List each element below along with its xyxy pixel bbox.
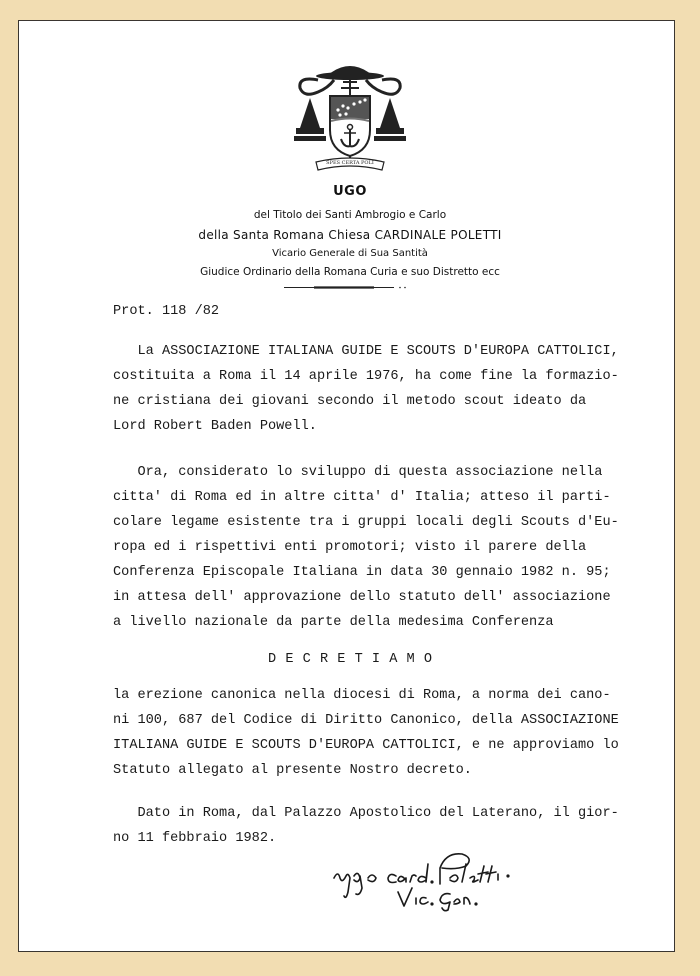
body-line: Statuto allegato al presente Nostro decreto. bbox=[113, 763, 472, 778]
body-line: ropa ed i rispettivi enti promotori; visto il parere della bbox=[113, 540, 587, 555]
body-line: citta' di Roma ed in altre citta' d' Italia; atteso il parti- bbox=[113, 490, 611, 505]
body-line: La ASSOCIAZIONE ITALIANA GUIDE E SCOUTS D'EUROPA CATTOLICI, bbox=[113, 344, 619, 359]
body-line: ni 100, 687 del Codice di Diritto Canonico, della ASSOCIAZIONE bbox=[113, 713, 619, 728]
header-title-line: della Santa Romana Chiesa CARDINALE POLETTI bbox=[198, 228, 502, 242]
body-line: Dato in Roma, dal Palazzo Apostolico del Laterano, il gior- bbox=[113, 806, 619, 821]
header-title-line: Vicario Generale di Sua Santità bbox=[272, 248, 428, 259]
body-line: Ora, considerato lo sviluppo di questa associazione nella bbox=[113, 465, 603, 480]
body-line: colare legame esistente tra i gruppi locali degli Scouts d'Eu- bbox=[113, 515, 619, 530]
header-title-line: del Titolo dei Santi Ambrogio e Carlo bbox=[253, 209, 447, 221]
body-line: in attesa dell' approvazione dello statuto dell' associazione bbox=[113, 590, 611, 605]
cardinal-name: UGO bbox=[333, 184, 367, 199]
body-line: ne cristiana dei giovani secondo il metodo scout ideato da bbox=[113, 394, 587, 409]
body-line: la erezione canonica nella diocesi di Roma, a norma dei cano- bbox=[113, 688, 611, 703]
body-line: Conferenza Episcopale Italiana in data 30 gennaio 1982 n. 95; bbox=[113, 565, 611, 580]
body-line: Lord Robert Baden Powell. bbox=[113, 419, 317, 434]
body-line: a livello nazionale da parte della medesima Conferenza bbox=[113, 615, 554, 630]
crest-motto: SPES CERTA POLI bbox=[326, 160, 374, 166]
coat-of-arms-icon bbox=[288, 58, 412, 176]
body-line: no 11 febbraio 1982. bbox=[113, 831, 277, 846]
handwritten-signature bbox=[328, 848, 578, 912]
header-title-line: Giudice Ordinario della Romana Curia e suo Distretto ecc bbox=[200, 266, 500, 278]
protocol-number: Prot. 118 /82 bbox=[113, 304, 220, 319]
header-divider bbox=[284, 286, 414, 289]
body-line: costituita a Roma il 14 aprile 1976, ha come fine la formazio- bbox=[113, 369, 619, 384]
body-line: ITALIANA GUIDE E SCOUTS D'EUROPA CATTOLICI, e ne approviamo lo bbox=[113, 738, 619, 753]
decree-heading: D E C R E T I A M O bbox=[268, 652, 433, 667]
